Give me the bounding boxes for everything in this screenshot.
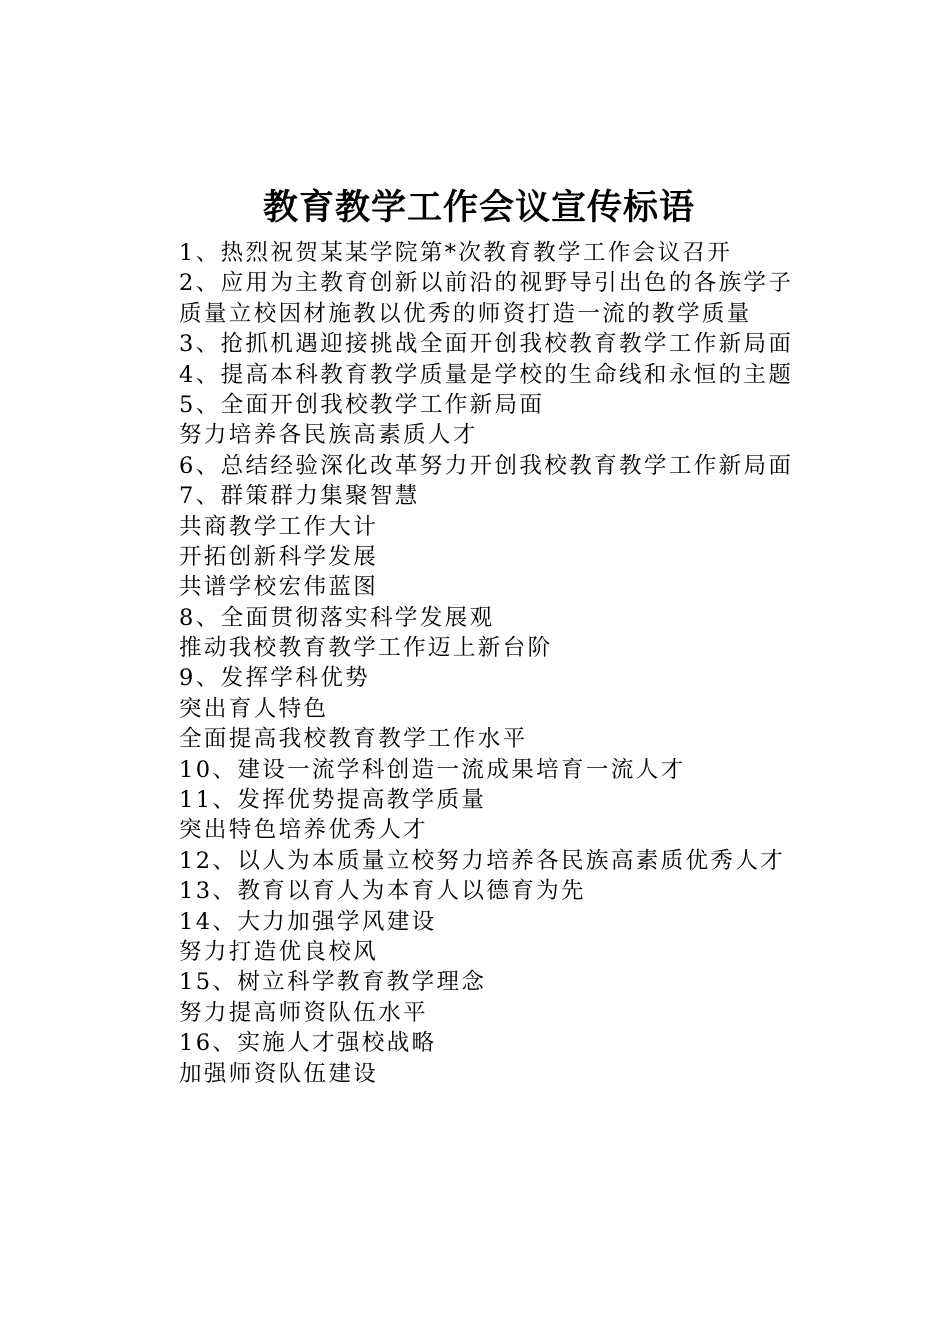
slogan-list	[179, 238, 859, 1089]
slogan-line: 质量立校因材施教以优秀的师资打造一流的教学质量	[179, 300, 752, 327]
slogan-line: 15、树立科学教育教学理念	[179, 969, 487, 996]
slogan-line: 推动我校教育教学工作迈上新台阶	[179, 635, 553, 662]
slogan-line: 10、建设一流学科创造一流成果培育一流人才	[179, 756, 686, 783]
slogan-line: 突出特色培养优秀人才	[179, 817, 429, 844]
slogan-line: 开拓创新科学发展	[179, 543, 379, 570]
slogan-line: 全面提高我校教育教学工作水平	[179, 726, 528, 753]
slogan-line: 5、全面开创我校教学工作新局面	[179, 391, 545, 418]
slogan-line: 加强师资队伍建设	[179, 1060, 379, 1087]
slogan-line: 16、实施人才强校战略	[179, 1030, 437, 1057]
slogan-line: 共谱学校宏伟蓝图	[179, 574, 379, 601]
slogan-line: 努力培养各民族高素质人才	[179, 422, 478, 449]
slogan-line: 4、提高本科教育教学质量是学校的生命线和永恒的主题	[179, 361, 794, 388]
slogan-line: 3、抢抓机遇迎接挑战全面开创我校教育教学工作新局面	[179, 331, 794, 358]
slogan-line: 12、以人为本质量立校努力培养各民族高素质优秀人才	[179, 847, 786, 874]
slogan-line: 努力打造优良校风	[179, 938, 379, 965]
slogan-line: 努力提高师资队伍水平	[179, 999, 429, 1026]
document-title: 教育教学工作会议宣传标语	[262, 187, 695, 228]
slogan-line: 11、发挥优势提高教学质量	[179, 787, 487, 814]
slogan-line: 共商教学工作大计	[179, 513, 379, 540]
slogan-line: 14、大力加强学风建设	[179, 908, 437, 935]
slogan-line: 1、热烈祝贺某某学院第*次教育教学工作会议召开	[179, 240, 733, 266]
slogan-line: 2、应用为主教育创新以前沿的视野导引出色的各族学子	[179, 270, 794, 297]
slogan-line: 6、总结经验深化改革努力开创我校教育教学工作新局面	[179, 452, 794, 479]
slogan-line: 突出育人特色	[179, 695, 329, 722]
slogan-line: 7、群策群力集聚智慧	[179, 483, 420, 510]
slogan-line: 9、发挥学科优势	[179, 665, 371, 692]
slogan-line: 8、全面贯彻落实科学发展观	[179, 604, 495, 631]
slogan-line: 13、教育以育人为本育人以德育为先	[179, 878, 586, 905]
